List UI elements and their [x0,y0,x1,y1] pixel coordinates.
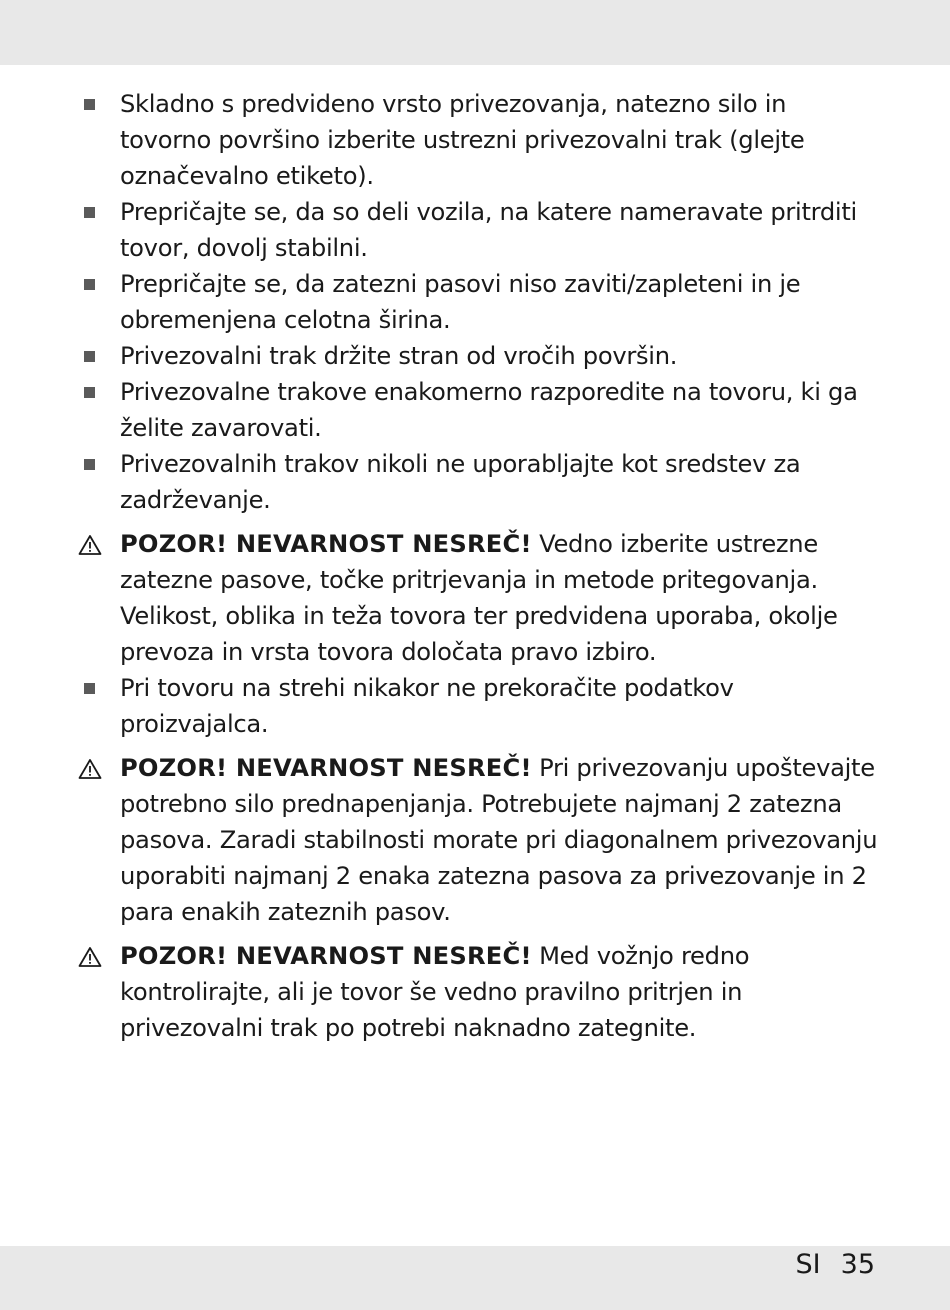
list-item-text: Privezovalne trakove enakomerno razporedite na tovoru, ki ga želite zavarovati. [120,378,858,442]
list-item-text: Pri tovoru na strehi nikakor ne prekoračite podatkov proizvajalca. [120,674,734,738]
warning-text: Med vožnjo redno kontrolirajte, ali je tovor še vedno pravilno pritrjen in privezovalni trak po potrebi naknadno zategnite. [120,942,750,1042]
warning-item [74,526,880,670]
bullet-square-icon [78,670,114,706]
list-item-text: Skladno s predvideno vrsto privezovanja, natezno silo in tovorno površino izberite ustrezni privezovalni trak (glejte označevalno etiketo). [120,90,805,190]
list-item [74,670,880,742]
warning-heading: POZOR! NEVARNOST NESREČ! [120,530,532,558]
list-item [74,194,880,266]
page-footer [796,1250,875,1280]
bullet-square-icon [78,266,114,302]
list-item-text: Prepričajte se, da zatezni pasovi niso zaviti/zapleteni in je obremenjena celotna širina. [120,270,801,334]
bullet-square-icon [78,374,114,410]
list-item-text: Privezovalnih trakov nikoli ne uporabljajte kot sredstev za zadrževanje. [120,450,801,514]
warning-item [74,750,880,930]
warning-heading: POZOR! NEVARNOST NESREČ! [120,942,532,970]
warning-text: Pri privezovanju upoštevajte potrebno silo prednapenjanja. Potrebujete najmanj 2 zatezna pasova. Zaradi stabilnosti morate pri diagonalnem privezovanju uporabiti najmanj 2 enaka zatezna pasova za privezovanje in 2 para enakih zateznih pasov. [120,754,878,926]
warning-heading: POZOR! NEVARNOST NESREČ! [120,754,532,782]
warning-triangle-icon [78,750,114,786]
header-band [0,0,950,65]
list-item [74,338,880,374]
warning-item [74,938,880,1046]
list-item [74,374,880,446]
instructions-list [74,86,880,1046]
warning-triangle-icon [78,526,114,562]
bullet-square-icon [78,446,114,482]
list-item-text: Prepričajte se, da so deli vozila, na katere nameravate pritrditi tovor, dovolj stabilni. [120,198,857,262]
bullet-square-icon [78,338,114,374]
list-item [74,86,880,194]
list-item [74,446,880,518]
list-item-text: Privezovalni trak držite stran od vročih površin. [120,342,678,370]
bullet-square-icon [78,86,114,122]
warning-text: Vedno izberite ustrezne zatezne pasove, točke pritrjevanja in metode pritegovanja. Velikost, oblika in teža tovora ter predvidena uporaba, okolje prevoza in vrsta tovora določata pravo izbiro. [120,530,838,666]
warning-triangle-icon [78,938,114,974]
page-number: 35 [840,1249,875,1280]
language-code: SI [795,1249,821,1280]
bullet-square-icon [78,194,114,230]
list-item [74,266,880,338]
